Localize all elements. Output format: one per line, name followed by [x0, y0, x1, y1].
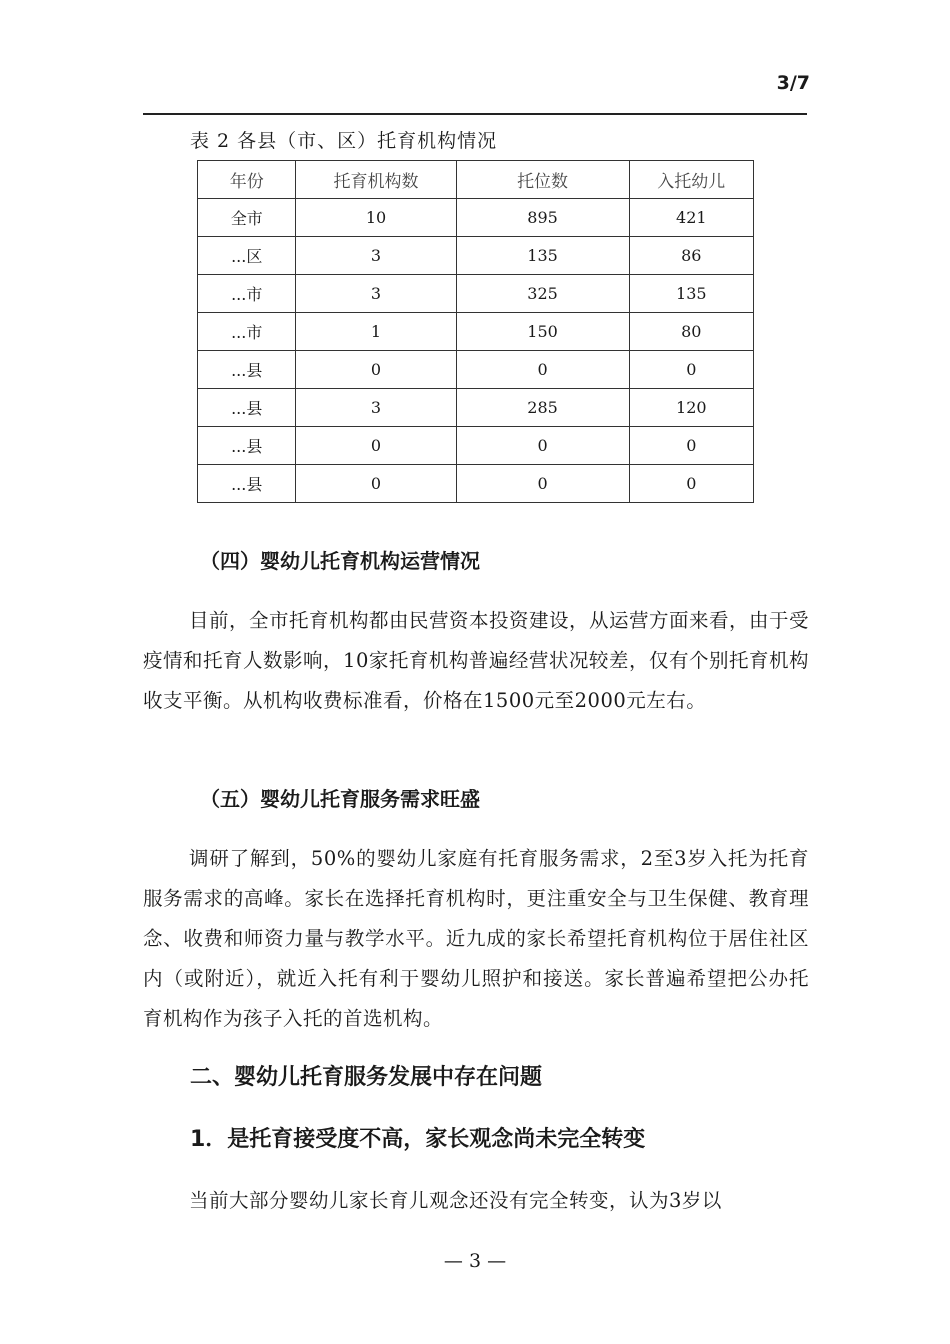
body-paragraph: 当前大部分婴幼儿家长育儿观念还没有完全转变，认为3岁以	[189, 1189, 722, 1212]
table-cell: 全市	[198, 199, 296, 237]
table-cell: 3	[296, 275, 456, 313]
table-cell: 325	[456, 275, 629, 313]
table-cell: ...市	[198, 313, 296, 351]
table-cell: 0	[296, 427, 456, 465]
table-cell: 0	[629, 351, 753, 389]
table-cell: 0	[456, 351, 629, 389]
table-cell: 421	[629, 199, 753, 237]
table-cell: ...市	[198, 275, 296, 313]
table-row	[198, 389, 754, 427]
table-row	[198, 199, 754, 237]
table-cell: 0	[456, 427, 629, 465]
column-header: 入托幼儿	[629, 161, 753, 199]
table-cell: 0	[296, 465, 456, 503]
table-cell: 120	[629, 389, 753, 427]
table-cell: 10	[296, 199, 456, 237]
table-cell: 0	[629, 465, 753, 503]
page-indicator: 3/7	[776, 72, 810, 94]
table-caption: 表 2 各县（市、区）托育机构情况	[190, 130, 498, 152]
table-cell: 3	[296, 389, 456, 427]
table-cell: 80	[629, 313, 753, 351]
body-paragraph: 调研了解到，50%的婴幼儿家庭有托育服务需求，2至3岁入托为托育服务需求的高峰。家长在选择托育机构时，更注重安全与卫生保健、教育理念、收费和师资力量与教学水平。近九成的家长希望托育机构位于居住社区内（或附近），就近入托有利于婴幼儿照护和接送。家长普遍希望把公办托育机构作为孩子入托的首选机构。	[143, 847, 809, 1030]
table-cell: 135	[629, 275, 753, 313]
table-cell: 0	[629, 427, 753, 465]
header-rule	[143, 113, 807, 115]
table-header-row	[198, 161, 754, 199]
section-heading: （四）婴幼儿托育机构运营情况	[200, 549, 480, 573]
table-cell: 150	[456, 313, 629, 351]
table-cell: 0	[296, 351, 456, 389]
table-row	[198, 465, 754, 503]
table-cell: ...县	[198, 465, 296, 503]
table-cell: 0	[456, 465, 629, 503]
table-cell: ...区	[198, 237, 296, 275]
table-cell: ...县	[198, 389, 296, 427]
table-cell: 1	[296, 313, 456, 351]
table-row	[198, 237, 754, 275]
table-cell: ...县	[198, 427, 296, 465]
chapter-heading: 二、婴幼儿托育服务发展中存在问题	[190, 1065, 543, 1090]
table-cell: 86	[629, 237, 753, 275]
table-row	[198, 275, 754, 313]
institution-table	[197, 160, 754, 503]
column-header: 托位数	[456, 161, 629, 199]
table-row	[198, 427, 754, 465]
table-cell: 285	[456, 389, 629, 427]
table-row	[198, 313, 754, 351]
footer-page-number: — 3 —	[443, 1250, 507, 1272]
table-cell: 135	[456, 237, 629, 275]
table-cell: 3	[296, 237, 456, 275]
table-cell: ...县	[198, 351, 296, 389]
table-row	[198, 351, 754, 389]
column-header: 年份	[198, 161, 296, 199]
column-header: 托育机构数	[296, 161, 456, 199]
body-paragraph: 目前，全市托育机构都由民营资本投资建设，从运营方面来看，由于受疫情和托育人数影响，10家托育机构普遍经营状况较差，仅有个别托育机构收支平衡。从机构收费标准看，价格在1500元至2000元左右。	[143, 609, 810, 712]
table-cell: 895	[456, 199, 629, 237]
item-heading: 1．是托育接受度不高，家长观念尚未完全转变	[190, 1127, 646, 1152]
section-heading: （五）婴幼儿托育服务需求旺盛	[200, 787, 480, 811]
